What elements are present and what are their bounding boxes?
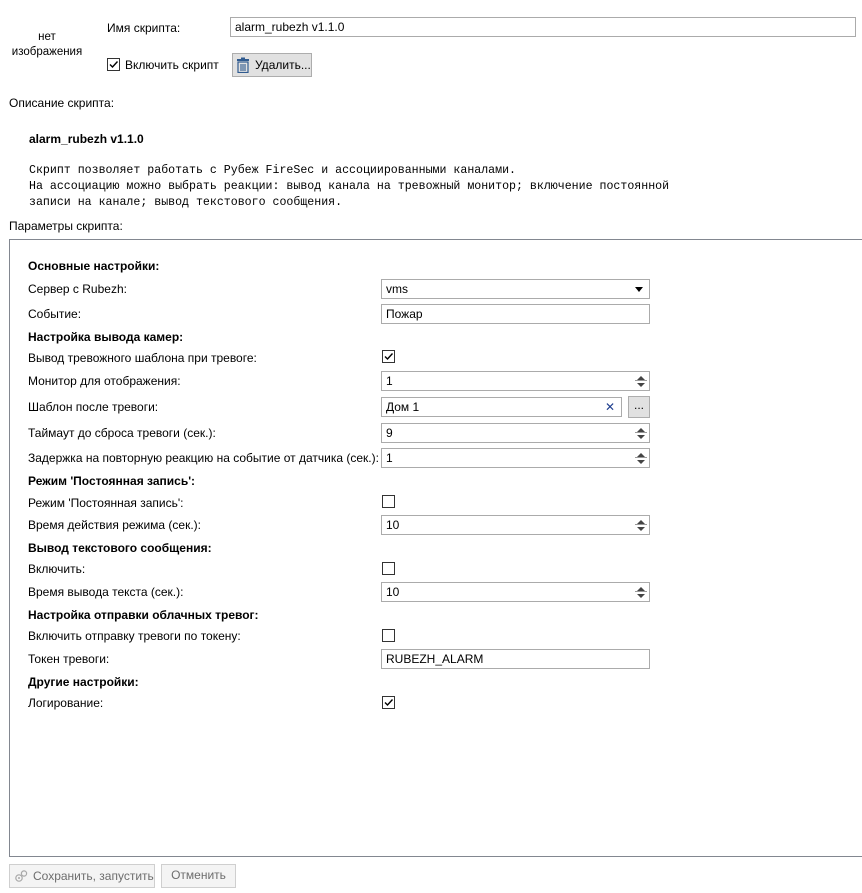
mode-duration-value: 10	[386, 518, 400, 532]
section-basic: Основные настройки:	[28, 259, 160, 273]
no-image-line1: нет	[38, 31, 56, 43]
trash-icon	[236, 57, 250, 73]
monitor-spinbox[interactable]	[381, 371, 650, 391]
event-label: Событие:	[28, 307, 82, 321]
check-icon	[108, 59, 119, 70]
section-constant-record: Режим 'Постоянная запись':	[28, 474, 196, 488]
server-value: vms	[386, 282, 408, 296]
section-other: Другие настройки:	[28, 675, 139, 689]
mode-duration-label: Время действия режима (сек.):	[28, 518, 202, 532]
enable-script-label: Включить скрипт	[125, 58, 219, 72]
reset-timeout-spinbox[interactable]	[381, 423, 650, 443]
browse-template-button[interactable]: ...	[628, 396, 650, 418]
constant-mode-checkbox[interactable]	[382, 495, 395, 508]
spin-arrows-icon[interactable]	[633, 449, 649, 467]
monitor-value: 1	[386, 374, 393, 388]
repeat-delay-value: 1	[386, 451, 393, 465]
script-name-label: Имя скрипта:	[107, 21, 181, 35]
text-enable-checkbox[interactable]	[382, 562, 395, 575]
after-template-input[interactable]	[381, 397, 622, 417]
params-label: Параметры скрипта:	[9, 219, 123, 233]
alarm-template-checkbox[interactable]	[382, 350, 395, 363]
no-image-line2: изображения	[11, 46, 83, 58]
token-enable-label: Включить отправку тревоги по токену:	[28, 629, 241, 643]
section-cloud-alarms: Настройка отправки облачных тревог:	[28, 608, 259, 622]
repeat-delay-spinbox[interactable]	[381, 448, 650, 468]
logging-checkbox[interactable]	[382, 696, 395, 709]
clear-icon[interactable]: ✕	[604, 400, 615, 414]
section-text-output: Вывод текстового сообщения:	[28, 541, 212, 555]
alarm-template-label: Вывод тревожного шаблона при тревоге:	[28, 351, 257, 365]
logging-label: Логирование:	[28, 696, 104, 710]
description-line-3: записи на канале; вывод текстового сообщения.	[29, 196, 343, 209]
description-title: alarm_rubezh v1.1.0	[29, 132, 144, 146]
token-enable-checkbox[interactable]	[382, 629, 395, 642]
enable-script-checkbox[interactable]	[107, 58, 120, 71]
event-input[interactable]: Пожар	[381, 304, 650, 324]
text-enable-label: Включить:	[28, 562, 86, 576]
description-line-1: Скрипт позволяет работать с Рубеж FireSec и ассоциированными каналами.	[29, 164, 517, 177]
delete-button-label: Удалить...	[255, 58, 311, 72]
description-line-2: На ассоциацию можно выбрать реакции: вывод канала на тревожный монитор; включение постоянной	[29, 180, 670, 193]
server-dropdown[interactable]	[381, 279, 650, 299]
spin-arrows-icon[interactable]	[633, 583, 649, 601]
save-run-label: Сохранить, запустить	[33, 869, 154, 883]
delete-button[interactable]	[232, 53, 312, 77]
repeat-delay-label: Задержка на повторную реакцию на событие от датчика (сек.):	[28, 451, 379, 465]
after-template-value: Дом 1	[386, 400, 420, 414]
spin-arrows-icon[interactable]	[633, 424, 649, 442]
constant-mode-label: Режим 'Постоянная запись':	[28, 496, 184, 510]
chevron-down-icon	[635, 287, 643, 292]
after-template-label: Шаблон после тревоги:	[28, 400, 159, 414]
section-camera: Настройка вывода камер:	[28, 330, 184, 344]
no-image-placeholder	[8, 30, 86, 60]
token-label: Токен тревоги:	[28, 652, 110, 666]
script-name-input[interactable]: alarm_rubezh v1.1.0	[230, 17, 856, 37]
token-input[interactable]: RUBEZH_ALARM	[381, 649, 650, 669]
server-label: Сервер с Rubezh:	[28, 282, 127, 296]
mode-duration-spinbox[interactable]	[381, 515, 650, 535]
check-icon	[383, 697, 394, 708]
spin-arrows-icon[interactable]	[633, 516, 649, 534]
save-run-button[interactable]	[9, 864, 155, 888]
reset-timeout-label: Таймаут до сброса тревоги (сек.):	[28, 426, 216, 440]
text-duration-label: Время вывода текста (сек.):	[28, 585, 184, 599]
check-icon	[383, 351, 394, 362]
reset-timeout-value: 9	[386, 426, 393, 440]
cancel-button[interactable]: Отменить	[161, 864, 236, 888]
text-duration-spinbox[interactable]	[381, 582, 650, 602]
text-duration-value: 10	[386, 585, 400, 599]
monitor-label: Монитор для отображения:	[28, 374, 181, 388]
description-label: Описание скрипта:	[9, 96, 115, 110]
spin-arrows-icon[interactable]	[633, 372, 649, 390]
save-run-icon	[14, 869, 28, 883]
